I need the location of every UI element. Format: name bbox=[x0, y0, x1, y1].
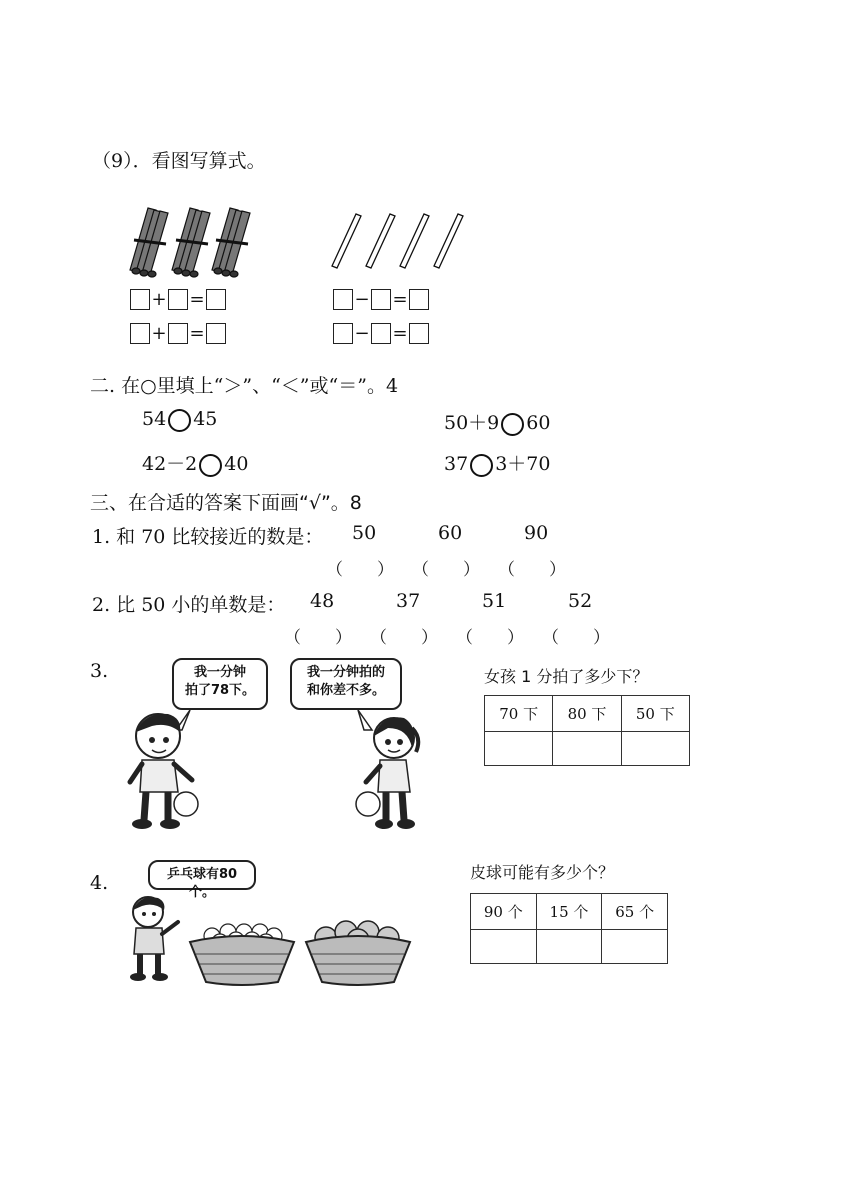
question-3-prompt: 女孩 1 分拍了多少下？ bbox=[484, 667, 649, 686]
q2-answer-paren-3[interactable]: （ ） bbox=[456, 628, 524, 648]
q2-answer-paren-4[interactable]: （ ） bbox=[542, 628, 610, 648]
compare-circle[interactable] bbox=[470, 454, 493, 477]
q4-answer-cell[interactable] bbox=[602, 930, 668, 964]
q4-answer-cell[interactable] bbox=[536, 930, 602, 964]
compare-circle[interactable] bbox=[501, 413, 524, 436]
boy-speech-bubble: 乒乓球有80个。 bbox=[148, 860, 256, 890]
q1-answer-paren-3[interactable]: （ ） bbox=[498, 560, 566, 580]
single-stick bbox=[332, 214, 361, 268]
boy-pointing-illustration bbox=[124, 892, 184, 982]
question-9-title: （9）．看图写算式。 bbox=[92, 150, 266, 172]
answer-box[interactable] bbox=[409, 323, 429, 344]
q3-option-3: 50 下 bbox=[621, 696, 689, 732]
question-3-number: 3. bbox=[90, 660, 109, 682]
q2-option-4: 52 bbox=[568, 590, 593, 612]
answer-box[interactable] bbox=[130, 289, 150, 310]
stick-bundle bbox=[212, 208, 250, 277]
q2-answer-paren-1[interactable]: （ ） bbox=[284, 628, 352, 648]
bundles-of-sticks-illustration bbox=[122, 200, 252, 278]
q2-option-3: 51 bbox=[482, 590, 507, 612]
q1-option-3: 90 bbox=[524, 522, 549, 544]
single-stick bbox=[400, 214, 429, 268]
answer-box[interactable] bbox=[333, 289, 353, 310]
boy-speech-bubble: 我一分钟 拍了78下。 bbox=[172, 658, 268, 710]
q1-answer-paren-2[interactable]: （ ） bbox=[412, 560, 480, 580]
subtraction-equation-row-1: − = bbox=[333, 288, 429, 311]
q4-option-1: 90 个 bbox=[471, 894, 537, 930]
ping-pong-ball-basket-illustration bbox=[186, 920, 298, 986]
q2-option-2: 37 bbox=[396, 590, 421, 612]
girl-bouncing-ball-illustration bbox=[352, 708, 422, 832]
q3-answer-cell[interactable] bbox=[553, 732, 621, 766]
single-stick bbox=[366, 214, 395, 268]
q3-answer-cell[interactable] bbox=[485, 732, 553, 766]
question-4-prompt: 皮球可能有多少个？ bbox=[470, 863, 615, 882]
girl-speech-bubble: 我一分钟拍的 和你差不多。 bbox=[290, 658, 402, 710]
q3-option-1: 70 下 bbox=[485, 696, 553, 732]
q3-option-2: 80 下 bbox=[553, 696, 621, 732]
question-3-options-table bbox=[484, 695, 690, 766]
compare-item-2: 50＋9 60 bbox=[444, 412, 551, 434]
answer-box[interactable] bbox=[333, 323, 353, 344]
single-stick bbox=[434, 214, 463, 268]
section-3-title: 三、在合适的答案下面画“√”。8 bbox=[90, 492, 362, 514]
question-4-options-table bbox=[470, 893, 668, 964]
question-2-prompt: 2. 比 50 小的单数是： bbox=[92, 594, 286, 616]
q4-option-2: 15 个 bbox=[536, 894, 602, 930]
q2-answer-paren-2[interactable]: （ ） bbox=[370, 628, 438, 648]
answer-box[interactable] bbox=[371, 323, 391, 344]
boy-bouncing-ball-illustration bbox=[124, 708, 214, 832]
q1-option-1: 50 bbox=[352, 522, 377, 544]
compare-circle[interactable] bbox=[199, 454, 222, 477]
compare-item-3: 42－2 40 bbox=[142, 453, 249, 475]
answer-box[interactable] bbox=[371, 289, 391, 310]
q4-answer-cell[interactable] bbox=[471, 930, 537, 964]
compare-item-4: 37 3＋70 bbox=[444, 453, 551, 475]
answer-box[interactable] bbox=[206, 289, 226, 310]
addition-equation-row-2: + = bbox=[130, 322, 226, 345]
stick-bundle bbox=[130, 208, 168, 277]
q1-answer-paren-1[interactable]: （ ） bbox=[326, 560, 394, 580]
single-sticks-illustration bbox=[328, 210, 468, 272]
answer-box[interactable] bbox=[130, 323, 150, 344]
q4-option-3: 65 个 bbox=[602, 894, 668, 930]
question-4-number: 4. bbox=[90, 872, 109, 894]
subtraction-equation-row-2: − = bbox=[333, 322, 429, 345]
answer-box[interactable] bbox=[168, 289, 188, 310]
q1-option-2: 60 bbox=[438, 522, 463, 544]
stick-bundle bbox=[172, 208, 210, 277]
question-1-prompt: 1. 和 70 比较接近的数是： bbox=[92, 526, 324, 548]
rubber-ball-basket-illustration bbox=[302, 920, 414, 986]
q3-answer-cell[interactable] bbox=[621, 732, 689, 766]
answer-box[interactable] bbox=[409, 289, 429, 310]
compare-circle[interactable] bbox=[168, 409, 191, 432]
compare-item-1: 54 45 bbox=[142, 408, 218, 430]
q2-option-1: 48 bbox=[310, 590, 335, 612]
answer-box[interactable] bbox=[206, 323, 226, 344]
answer-box[interactable] bbox=[168, 323, 188, 344]
section-2-title: 二. 在○里填上“＞”、“＜”或“＝”。4 bbox=[90, 375, 399, 397]
addition-equation-row-1: + = bbox=[130, 288, 226, 311]
